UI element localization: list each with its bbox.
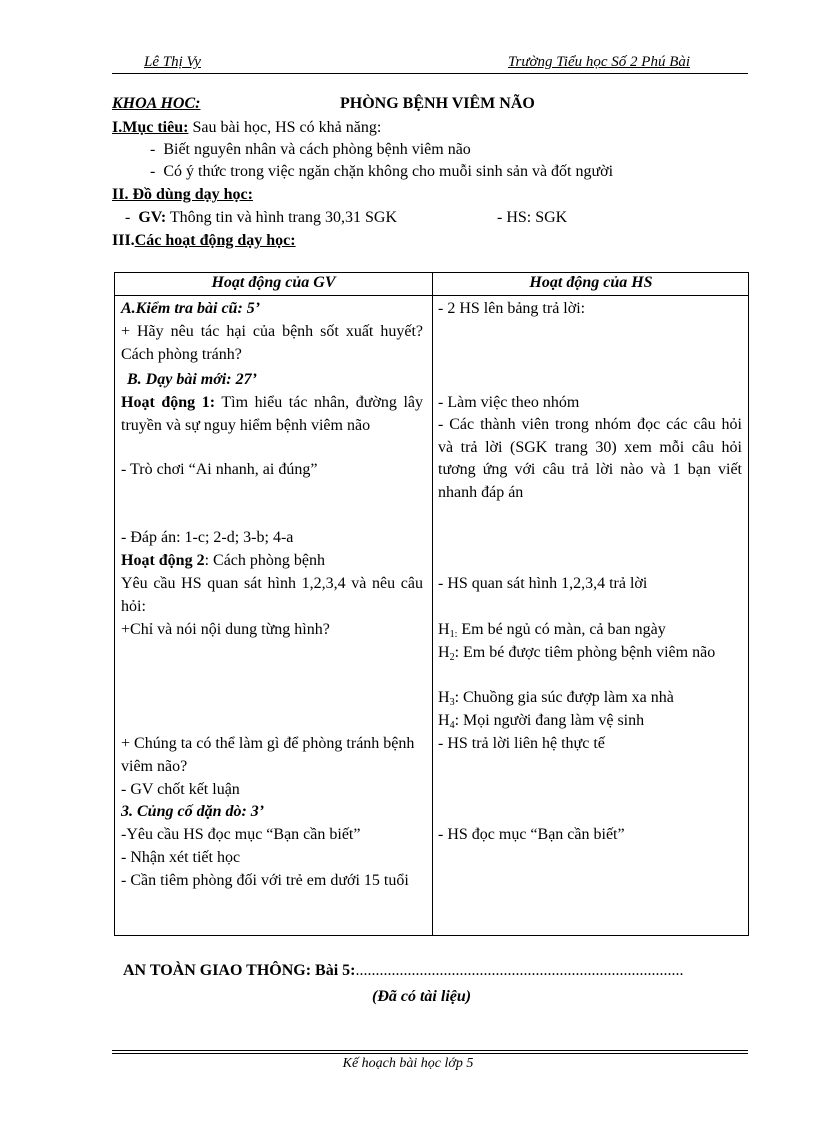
column-divider [432,273,433,935]
gv-section-b-title: B. Dạy bài mới: 27’ [127,371,257,388]
objectives-intro: Sau bài học, HS có khả năng: [188,119,382,136]
hs-relate: - HS trả lời liên hệ thực tế [438,735,605,752]
objective-item-1: - Biết nguyên nhân và cách phòng bệnh viêm não [150,141,471,158]
hs-observe: - HS quan sát hình 1,2,3,4 trả lời [438,575,648,592]
materials-gv: - GV: Thông tin và hình trang 30,31 SGK [125,209,397,226]
hs-h2: $H_2$: Em bé được tiêm phòng bệnh viêm não [438,644,716,663]
gv-observe-request: Yêu cầu HS quan sát hình 1,2,3,4 và nêu câu hỏi: [121,575,423,615]
activities-title: Các hoạt động dạy học: [134,232,296,249]
gv-lesson-comment: - Nhận xét tiết học [121,849,241,866]
gv-review-question: + Hãy nêu tác hại của bệnh sốt xuất huyết? Cách phòng tránh? [121,323,423,363]
footer-divider-bottom [112,1053,748,1054]
footer-divider-top [112,1050,748,1051]
gv-activity-1: Hoạt động 1: Tìm hiểu tác nhân, đường lây truyền và sự nguy hiểm bệnh viêm não [121,394,423,434]
col-header-hs: Hoạt động của HS [529,274,653,291]
hs-answer-board: - 2 HS lên bảng trả lời: [438,300,586,317]
gv-conclusion: - GV chốt kết luận [121,781,240,798]
traffic-note: (Đã có tài liệu) [372,988,472,1005]
activities-table [114,272,749,936]
header-row-divider [115,295,748,296]
hs-h1: $H_{1:}$ Em bé ngủ có màn, cả ban ngày [438,621,666,640]
objective-item-2: - Có ý thức trong việc ngăn chặn không cho muỗi sinh sản và đốt người [150,163,614,180]
footer-text: Kế hoạch bài học lớp 5 [342,1056,474,1071]
subject-label: KHOA HOC: [112,95,201,112]
gv-section-c-title: 3. Củng cố dặn dò: 3’ [121,803,265,820]
gv-read-request: -Yêu cầu HS đọc mục “Bạn cần biết” [121,826,361,843]
materials-label: II. Đồ dùng dạy học: [112,186,253,203]
gv-activity-2: Hoạt động 2: Cách phòng bệnh [121,552,325,569]
lesson-title: PHÒNG BỆNH VIÊM NÃO [340,95,535,112]
col-header-gv: Hoạt động của GV [211,274,336,291]
traffic-title: AN TOÀN GIAO THÔNG: Bài 5:.................................................................................. [123,962,684,979]
gv-prevent-question: + Chúng ta có thể làm gì để phòng tránh bệnh viêm não? [121,735,415,775]
author-name: Lê Thị Vy [144,54,201,70]
school-name: Trường Tiểu học Số 2 Phú Bài [508,54,691,70]
traffic-dots: .................................................................................. [355,962,684,979]
hs-h3: $H_3$: Chuồng gia súc đượp làm xa nhà [438,689,674,708]
gv-point-question: +Chỉ và nói nội dung từng hình? [121,621,330,638]
hs-read: - HS đọc mục “Bạn cần biết” [438,826,625,843]
gv-section-a-title: A.Kiểm tra bài cũ: 5’ [121,300,261,317]
objectives-label: I.Mục tiêu: [112,119,189,136]
materials-hs: - HS: SGK [497,209,568,226]
hs-members-task: - Các thành viên trong nhóm đọc các câu hỏi và trả lời (SGK trang 30) xem mỗi câu hỏi tương ứng với câu trả lời nào và 1 bạn viết nhanh đáp án [438,416,742,501]
gv-answer-key: - Đáp án: 1-c; 2-d; 3-b; 4-a [121,529,294,546]
gv-game: - Trò chơi “Ai nhanh, ai đúng” [121,461,318,478]
hs-h4: $H_4$: Mọi người đang làm vệ sinh [438,712,645,731]
activities-heading: III.Các hoạt động dạy học: [112,232,296,249]
objectives-line [112,118,381,138]
header-divider [112,73,748,74]
hs-group-work: - Làm việc theo nhóm [438,394,580,411]
gv-vaccine-note: - Cần tiêm phòng đối với trẻ em dưới 15 tuổi [121,872,409,889]
